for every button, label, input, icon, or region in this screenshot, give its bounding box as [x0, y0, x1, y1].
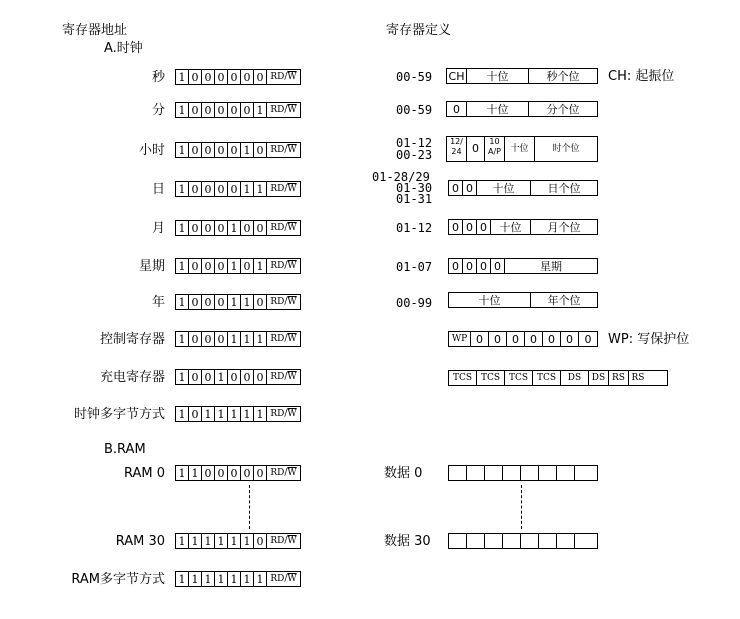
reg-label-chg: 充电寄存器 [99, 370, 165, 385]
bit-month-4: 1 [228, 221, 241, 235]
bit-ctrl-5: 1 [241, 332, 254, 346]
reg-bits-sec [175, 69, 301, 85]
range-min: 00-59 [396, 103, 433, 117]
def-min: 0 十位 分个位 [446, 101, 598, 117]
bit-sec-5: 0 [241, 70, 254, 84]
bit-week-1: 0 [189, 259, 202, 273]
rw-bit-chg [267, 370, 300, 384]
rw-bit-burst [267, 407, 300, 421]
rw-rd-text: RD/ [270, 145, 288, 155]
bit-ram0-2: 0 [202, 466, 215, 480]
rw-rd-text: RD/ [270, 72, 288, 82]
rw-w-text: $\overline{W}$ [287, 334, 297, 344]
bit-hour-2: 0 [202, 143, 215, 157]
bit-week-6: 1 [254, 259, 267, 273]
bit-ram30-0: 1 [176, 534, 189, 548]
bit-burst-1: 0 [189, 407, 202, 421]
bit-month-1: 0 [189, 221, 202, 235]
bit-week-3: 0 [215, 259, 228, 273]
range-day-1: 01-28/29 [372, 170, 430, 184]
rw-w-text: $\overline{W}$ [287, 468, 297, 478]
range-month: 01-12 [396, 221, 433, 235]
reg-bits-burst [175, 406, 301, 422]
bit-sec-1: 0 [189, 70, 202, 84]
bit-month-6: 0 [254, 221, 267, 235]
bit-ram0-3: 0 [215, 466, 228, 480]
bit-year-6: 0 [254, 295, 267, 309]
reg-bits-month [175, 220, 301, 236]
bit-ramb-6: 1 [254, 572, 267, 586]
rw-bit-ram0 [267, 466, 300, 480]
bit-week-2: 0 [202, 259, 215, 273]
bit-burst-2: 1 [202, 407, 215, 421]
bit-ram0-0: 1 [176, 466, 189, 480]
rw-bit-hour [267, 143, 300, 157]
reg-label-hour: 小时 [138, 143, 165, 158]
range-year: 00-99 [396, 296, 433, 310]
rw-w-text: $\overline{W}$ [287, 105, 297, 115]
bit-hour-0: 1 [176, 143, 189, 157]
def-month: 0 0 0 十位 月个位 [448, 219, 598, 235]
bit-day-5: 1 [241, 182, 254, 196]
bit-burst-3: 1 [215, 407, 228, 421]
bit-ram30-2: 1 [202, 534, 215, 548]
bit-min-5: 0 [241, 103, 254, 117]
range-hour-1: 01-12 [396, 136, 433, 150]
bit-ramb-4: 1 [228, 572, 241, 586]
def-day: 0 0 十位 日个位 [448, 180, 598, 196]
reg-bits-ram30 [175, 533, 301, 549]
bit-ram30-3: 1 [215, 534, 228, 548]
data-label-30: 数据 30 [384, 534, 431, 549]
rw-bit-week [267, 259, 300, 273]
bit-hour-1: 0 [189, 143, 202, 157]
header-address: 寄存器地址 [62, 23, 128, 38]
bit-day-4: 0 [228, 182, 241, 196]
bit-month-5: 0 [241, 221, 254, 235]
data-label-0: 数据 0 [384, 466, 423, 481]
bit-ram0-5: 0 [241, 466, 254, 480]
bit-month-0: 1 [176, 221, 189, 235]
bit-sec-0: 1 [176, 70, 189, 84]
bit-chg-4: 0 [228, 370, 241, 384]
reg-bits-day [175, 181, 301, 197]
dashed-connector-right [521, 485, 522, 529]
rw-bit-month [267, 221, 300, 235]
reg-bits-ctrl [175, 331, 301, 347]
reg-bits-ramb [175, 571, 301, 587]
bit-hour-3: 0 [215, 143, 228, 157]
rw-bit-ctrl [267, 332, 300, 346]
bit-min-6: 1 [254, 103, 267, 117]
rw-rd-text: RD/ [270, 105, 288, 115]
reg-label-week: 星期 [138, 259, 165, 274]
bit-month-3: 0 [215, 221, 228, 235]
bit-ctrl-6: 1 [254, 332, 267, 346]
rw-w-text: $\overline{W}$ [287, 145, 297, 155]
bit-day-3: 0 [215, 182, 228, 196]
rw-bit-ram30 [267, 534, 300, 548]
bit-ram30-5: 1 [241, 534, 254, 548]
def-hour: 12/ 24 0 10 A/P 十位 时个位 [446, 136, 598, 162]
def-ctrl: WP 0 0 0 0 0 0 0 [448, 331, 598, 347]
bit-chg-0: 1 [176, 370, 189, 384]
bit-year-4: 1 [228, 295, 241, 309]
reg-label-ramb: RAM多字节方式 [71, 572, 165, 587]
bit-week-4: 1 [228, 259, 241, 273]
bit-sec-6: 0 [254, 70, 267, 84]
reg-bits-ram0 [175, 465, 301, 481]
rw-w-text: $\overline{W}$ [287, 536, 297, 546]
bit-ramb-5: 1 [241, 572, 254, 586]
rw-bit-ramb [267, 572, 300, 586]
bit-ram30-6: 0 [254, 534, 267, 548]
bit-ctrl-4: 1 [228, 332, 241, 346]
bit-sec-3: 0 [215, 70, 228, 84]
bit-ramb-1: 1 [189, 572, 202, 586]
reg-label-ctrl: 控制寄存器 [99, 332, 165, 347]
section-clock: A.时钟 [104, 41, 143, 56]
range-day-3: 01-31 [396, 192, 433, 206]
bit-year-3: 0 [215, 295, 228, 309]
bit-ram0-4: 0 [228, 466, 241, 480]
bit-chg-1: 0 [189, 370, 202, 384]
data-box-0 [448, 465, 598, 481]
rw-rd-text: RD/ [270, 409, 288, 419]
rw-rd-text: RD/ [270, 223, 288, 233]
reg-bits-week [175, 258, 301, 274]
reg-bits-hour [175, 142, 301, 158]
rw-rd-text: RD/ [270, 261, 288, 271]
reg-label-ram30: RAM 30 [115, 534, 165, 549]
section-ram: B.RAM [104, 442, 146, 457]
rw-rd-text: RD/ [270, 334, 288, 344]
bit-min-1: 0 [189, 103, 202, 117]
range-hour-2: 00-23 [396, 148, 433, 162]
rw-w-text: $\overline{W}$ [287, 297, 297, 307]
reg-label-ram0: RAM 0 [123, 466, 165, 481]
data-box-30 [448, 533, 598, 549]
bit-burst-0: 1 [176, 407, 189, 421]
rw-w-text: $\overline{W}$ [287, 72, 297, 82]
header-definition: 寄存器定义 [386, 23, 452, 38]
bit-hour-4: 0 [228, 143, 241, 157]
bit-chg-6: 0 [254, 370, 267, 384]
def-year: 十位 年个位 [448, 292, 598, 308]
bit-ram0-6: 0 [254, 466, 267, 480]
note-wp: WP: 写保护位 [608, 332, 690, 347]
rw-w-text: $\overline{W}$ [287, 574, 297, 584]
bit-ctrl-0: 1 [176, 332, 189, 346]
dashed-connector-left [249, 485, 250, 529]
bit-sec-4: 0 [228, 70, 241, 84]
def-sec: CH 十位 秒个位 [446, 68, 598, 84]
bit-ramb-3: 1 [215, 572, 228, 586]
bit-ram0-1: 1 [189, 466, 202, 480]
bit-ram30-4: 1 [228, 534, 241, 548]
note-ch: CH: 起振位 [608, 69, 675, 84]
bit-burst-4: 1 [228, 407, 241, 421]
bit-burst-5: 1 [241, 407, 254, 421]
rw-w-text: $\overline{W}$ [287, 261, 297, 271]
reg-label-day: 日 [151, 182, 165, 197]
reg-label-burst: 时钟多字节方式 [73, 407, 165, 422]
def-week: 0 0 0 0 星期 [448, 258, 598, 274]
range-sec: 00-59 [396, 70, 433, 84]
rw-bit-min [267, 103, 300, 117]
rw-w-text: $\overline{W}$ [287, 372, 297, 382]
bit-min-3: 0 [215, 103, 228, 117]
bit-hour-6: 0 [254, 143, 267, 157]
rw-rd-text: RD/ [270, 297, 288, 307]
bit-ctrl-1: 0 [189, 332, 202, 346]
bit-min-0: 1 [176, 103, 189, 117]
bit-chg-3: 1 [215, 370, 228, 384]
bit-day-2: 0 [202, 182, 215, 196]
bit-year-0: 1 [176, 295, 189, 309]
bit-ctrl-2: 0 [202, 332, 215, 346]
bit-month-2: 0 [202, 221, 215, 235]
bit-year-2: 0 [202, 295, 215, 309]
bit-week-0: 1 [176, 259, 189, 273]
bit-week-5: 0 [241, 259, 254, 273]
rw-w-text: $\overline{W}$ [287, 409, 297, 419]
def-chg: TCS TCS TCS TCS DS DS RS RS [448, 370, 668, 386]
range-week: 01-07 [396, 260, 433, 274]
bit-ramb-2: 1 [202, 572, 215, 586]
bit-min-2: 0 [202, 103, 215, 117]
bit-ctrl-3: 0 [215, 332, 228, 346]
bit-ram30-1: 1 [189, 534, 202, 548]
bit-chg-5: 0 [241, 370, 254, 384]
bit-day-1: 0 [189, 182, 202, 196]
bit-burst-6: 1 [254, 407, 267, 421]
bit-year-1: 0 [189, 295, 202, 309]
bit-year-5: 1 [241, 295, 254, 309]
bit-day-0: 1 [176, 182, 189, 196]
bit-day-6: 1 [254, 182, 267, 196]
reg-bits-chg [175, 369, 301, 385]
reg-label-min: 分 [151, 103, 165, 118]
bit-min-4: 0 [228, 103, 241, 117]
rw-rd-text: RD/ [270, 574, 288, 584]
reg-bits-min [175, 102, 301, 118]
reg-bits-year [175, 294, 301, 310]
bit-chg-2: 0 [202, 370, 215, 384]
rw-rd-text: RD/ [270, 372, 288, 382]
bit-hour-5: 1 [241, 143, 254, 157]
bit-ramb-0: 1 [176, 572, 189, 586]
rw-rd-text: RD/ [270, 468, 288, 478]
range-day-2: 01-30 [396, 181, 433, 195]
reg-label-sec: 秒 [151, 70, 165, 85]
bit-sec-2: 0 [202, 70, 215, 84]
rw-rd-text: RD/ [270, 184, 288, 194]
rw-bit-day [267, 182, 300, 196]
rw-w-text: $\overline{W}$ [287, 184, 297, 194]
reg-label-year: 年 [151, 295, 165, 310]
rw-bit-sec [267, 70, 300, 84]
reg-label-month: 月 [151, 221, 165, 236]
rw-rd-text: RD/ [270, 536, 288, 546]
rw-w-text: $\overline{W}$ [287, 223, 297, 233]
rw-bit-year [267, 295, 300, 309]
